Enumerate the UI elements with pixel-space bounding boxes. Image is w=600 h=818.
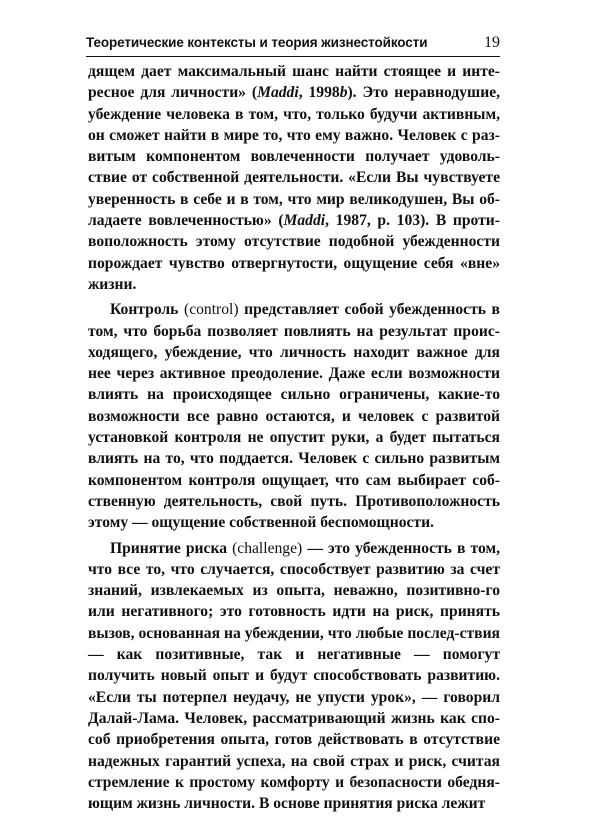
text-segment: , 1987, p. 103). В проти-воположность этому отсутствие подобной убежденности порождает чувство отвергнутости, ощущение себя «вне» жизни. (88, 212, 500, 293)
paragraph-control (88, 299, 500, 533)
citation-author: Maddi (283, 212, 326, 230)
term-challenge: Принятие риска (110, 539, 227, 557)
term-control: Контроль (110, 301, 179, 319)
citation-author: Maddi (257, 84, 299, 102)
term-control-english: (control) (178, 301, 245, 319)
running-title: Теоретические контексты и теория жизнестойкости (86, 35, 428, 50)
running-header (86, 34, 500, 57)
page-number: 19 (484, 34, 500, 51)
text-segment: , 1998 (298, 84, 340, 102)
body-text (88, 61, 500, 818)
paragraph-challenge (88, 538, 500, 815)
citation-suffix: b (339, 84, 348, 102)
text-segment: — это убежденность в том, что все то, что случается, способствует развитию за счет знаний, извлекаемых из опыта, неважно, позитивно-го или негативного; это готовность идти на риск, принять вызов, основанная на убеждении, что любые послед-ствия — как позитивные, так и негативные — помогут получить новый опыт и будут способствовать развитию. «Если ты потерпел неудачу, не упусти урок», — говорил Далай-Лама. Человек, рассматривающий жизнь как спо-соб приобретения опыта, готов действовать в отсутствие надежных гарантий успеха, на свой страх и риск, считая стремление к простому комфорту и безопасности обедня-ющим жизнь личности. В основе принятия риска лежит (88, 539, 500, 813)
text-segment: ). Это неравнодушие, убеждение человека в том, что, только будучи активным, он сможет найти в мире то, что ему важно. Человек с раз-витым компонентом вовлеченности получает удоволь-ствие от собственной деятельности. «Если Вы чувствуете уверенность в себе и в том, что мир великодушен, Вы об-ладаете вовлеченностью» ( (88, 84, 501, 230)
paragraph-commitment-continued (88, 61, 500, 295)
text-segment: представляет собой убежденность в том, что борьба позволяет повлиять на результат проис-ходящего, убеждение, что личность находит важное для нее через активное преодоление. Даже если возможности влиять на происходящее сильно ограничены, какие-то возможности все равно остаются, и человек с развитой установкой контроля не опустит руки, а будет пытаться влиять на то, что поддается. Человек с сильно развитым компонентом контроля ощущает, что сам выбирает соб-ственную деятельность, свой путь. Противоположность этому — ощущение собственной беспомощности. (88, 301, 500, 532)
text-segment: дящем дает максимальный шанс найти стоящее и инте-ресное для личности» ( (88, 63, 500, 102)
term-challenge-english: (challenge) (227, 539, 308, 557)
